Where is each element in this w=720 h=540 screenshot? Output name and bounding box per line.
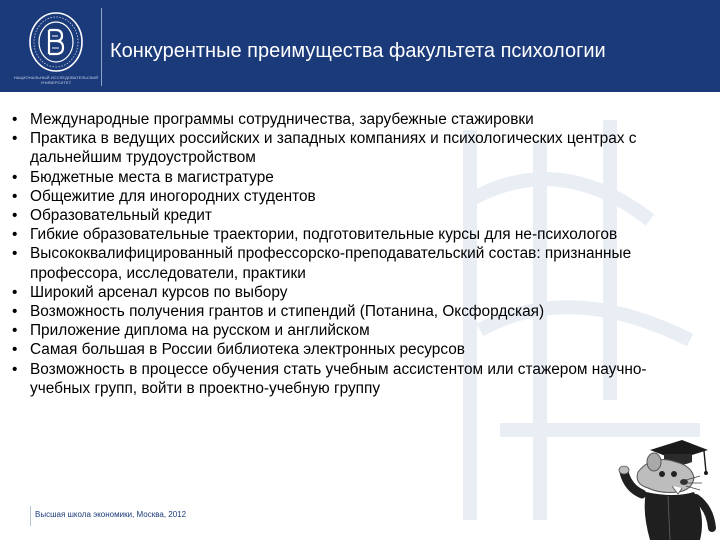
list-item xyxy=(12,168,662,187)
list-item xyxy=(12,110,662,129)
logo-area xyxy=(0,0,110,92)
bullet-icon: • xyxy=(12,341,18,359)
list-item xyxy=(12,206,662,225)
header-divider xyxy=(101,8,102,86)
list-item xyxy=(12,321,662,340)
bullet-icon: • xyxy=(12,245,18,263)
bullet-icon: • xyxy=(12,130,18,148)
bullet-icon: • xyxy=(12,207,18,225)
list-item-text: Общежитие для иногородних студентов xyxy=(30,187,316,205)
list-item-text: Международные программы сотрудничества, зарубежные стажировки xyxy=(30,111,534,128)
list-item xyxy=(12,340,662,359)
list-item-text: Широкий арсенал курсов по выбору xyxy=(30,283,288,301)
list-item-text: Образовательный кредит xyxy=(30,207,212,225)
list-item xyxy=(12,302,662,321)
logo-caption: НАЦИОНАЛЬНЫЙ ИССЛЕДОВАТЕЛЬСКИЙ УНИВЕРСИТЕТ xyxy=(13,75,99,85)
footer-text: Высшая школа экономики, Москва, 2012 xyxy=(35,510,187,519)
header-bar xyxy=(0,0,720,92)
page-title: Конкурентные преимущества факультета психологии xyxy=(110,40,606,62)
bullet-icon: • xyxy=(12,168,18,186)
list-item xyxy=(12,225,662,244)
list-item xyxy=(12,129,662,167)
list-item-text: Самая большая в России библиотека электронных ресурсов xyxy=(30,341,465,359)
list-item-text: Бюджетные места в магистратуре xyxy=(30,168,274,186)
list-item xyxy=(12,283,662,302)
list-item-text: Приложение диплома на русском и английском xyxy=(30,322,370,340)
bullet-icon: • xyxy=(12,187,18,205)
list-item-text: Возможность в процессе обучения стать учебным ассистентом или стажером научно-учебных групп, войти в проектно-учебную группу xyxy=(30,360,647,397)
list-item-text: Высококвалифицированный профессорско-преподавательский состав: признанные профессора, исследователи, практики xyxy=(30,245,632,282)
list-item-text: Гибкие образовательные траектории, подготовительные курсы для не-психологов xyxy=(30,226,618,244)
footer-divider xyxy=(30,506,31,526)
list-item xyxy=(12,360,662,398)
list-item-text: Возможность получения грантов и стипендий (Потанина, Оксфордская) xyxy=(30,303,545,321)
list-item xyxy=(12,187,662,206)
advantages-list xyxy=(12,110,662,398)
bullet-icon: • xyxy=(12,111,18,128)
bullet-icon: • xyxy=(12,303,18,321)
graduate-mascot-icon xyxy=(612,432,720,540)
content-area xyxy=(12,110,662,398)
bullet-icon: • xyxy=(12,283,18,301)
bullet-icon: • xyxy=(12,322,18,340)
list-item xyxy=(12,244,662,282)
list-item-text: Практика в ведущих российских и западных компаниях и психологических центрах с дальнейшим трудоустройством xyxy=(30,130,637,167)
bullet-icon: • xyxy=(12,226,18,244)
bullet-icon: • xyxy=(12,360,18,378)
